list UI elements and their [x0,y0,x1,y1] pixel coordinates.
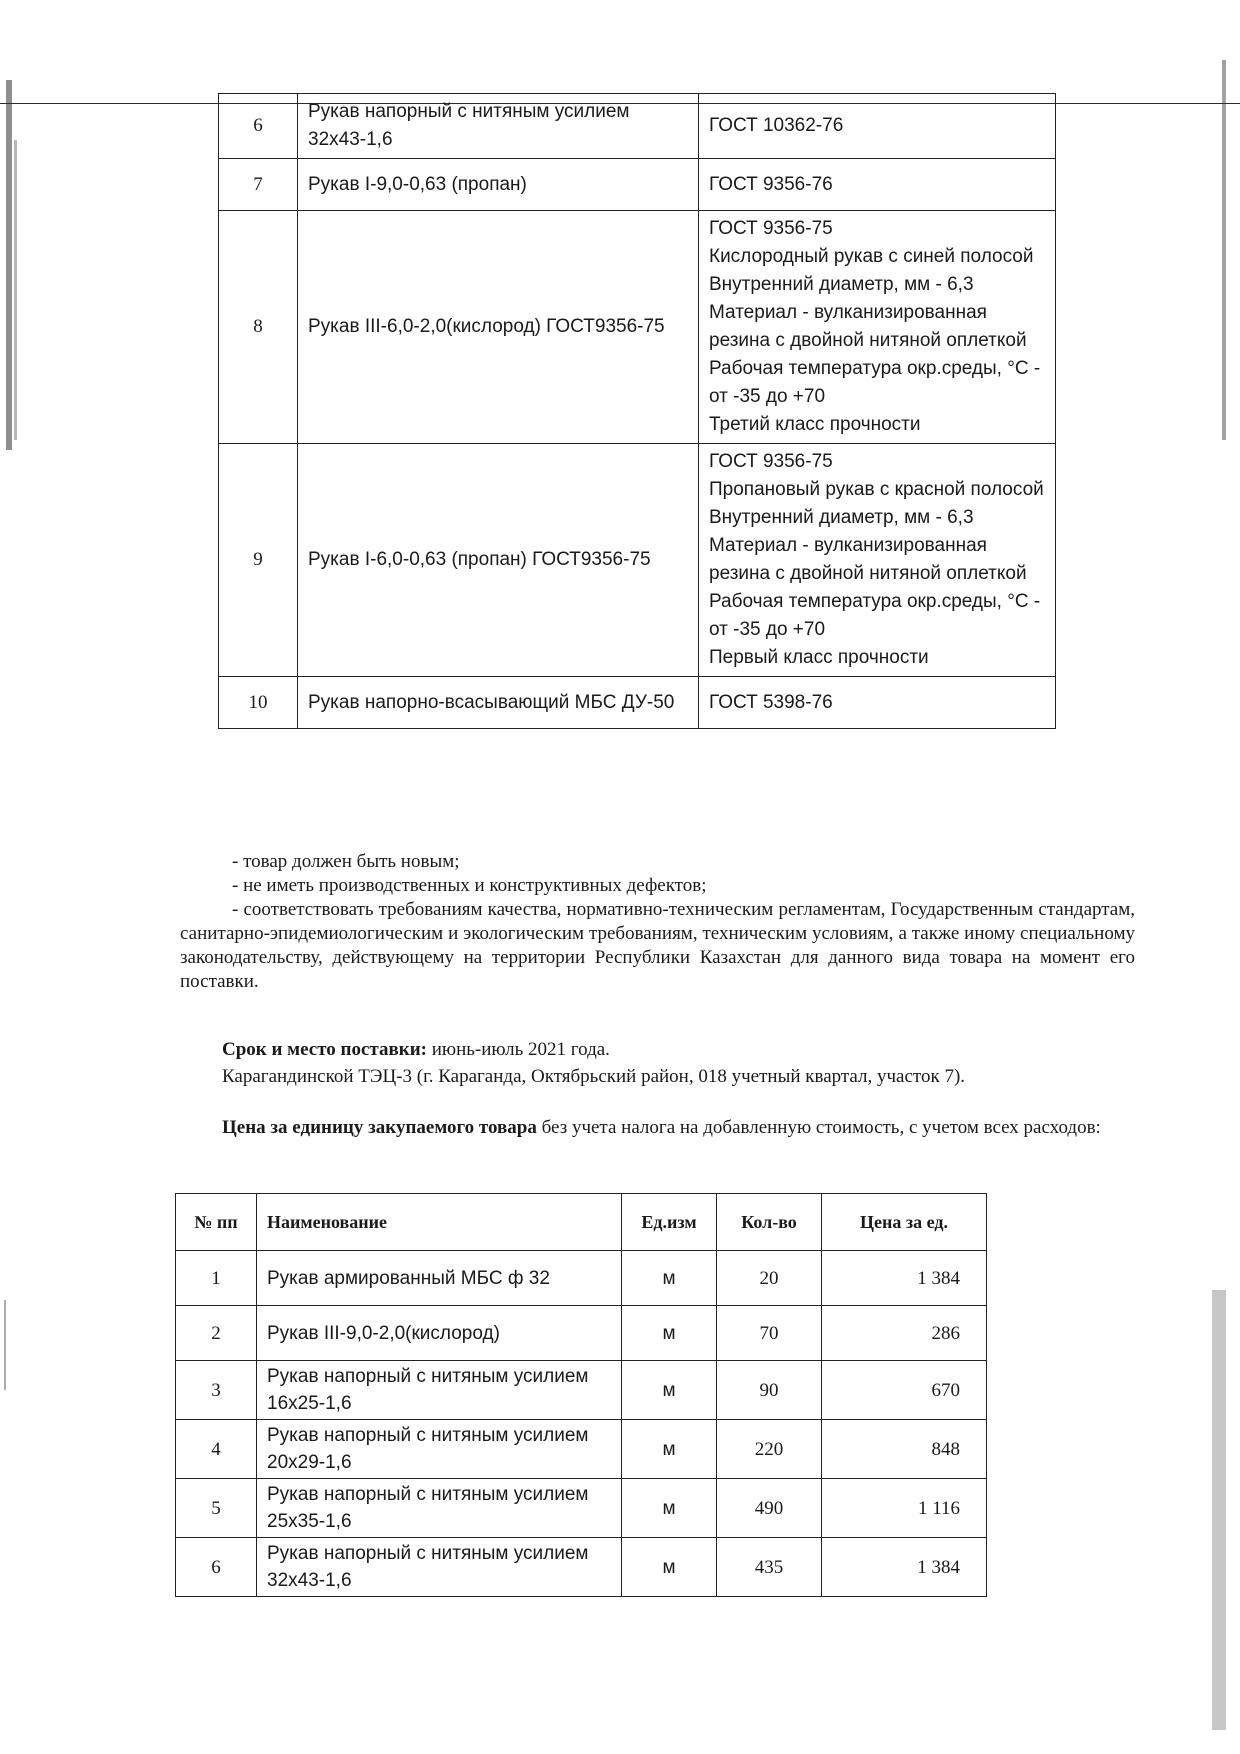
row-number: 7 [219,159,298,211]
row-number: 8 [219,211,298,444]
delivery-label: Срок и место поставки: [222,1039,427,1060]
item-name: Рукав III-6,0-2,0(кислород) ГОСТ9356-75 [298,211,699,444]
header-unit-price: Цена за ед. [822,1194,987,1251]
header-number: № пп [176,1194,257,1251]
delivery-period: июнь-июль 2021 года. [426,1039,610,1060]
item-standard: ГОСТ 9356-75 Кислородный рукав с синей полосой Внутренний диаметр, мм - 6,3 Материал - вулканизированная резина с двойной нитяной оплеткой Рабочая температура окр.среды, °С - от -35 до +70 Третий класс прочности [699,211,1056,444]
requirement-compliance: - соответствовать требованиям качества, нормативно-техническим регламентам, Государственным стандартам, санитарно-эпидемиологическим и экологическим требованиям, техническим условиям, а также иному специальному законодательству, действующему на территории Республики Казахстан для данного вида товара на момент его поставки. [180,899,1135,992]
item-unit: м [622,1538,717,1597]
item-name: Рукав I-9,0-0,63 (пропан) [298,159,699,211]
item-unit: м [622,1361,717,1420]
header-unit: Ед.изм [622,1194,717,1251]
table-row [219,677,1056,729]
table-row [219,211,1056,444]
item-quantity: 90 [717,1361,822,1420]
item-name: Рукав напорный с нитяным усилием 32х43-1,6 [257,1538,622,1597]
table-row [176,1251,987,1306]
item-name: Рукав напорно-всасывающий МБС ДУ-50 [298,677,699,729]
item-unit: м [622,1306,717,1361]
item-standard: ГОСТ 9356-76 [699,159,1056,211]
specification-table [218,93,1056,729]
product-requirements [180,850,1135,994]
requirement-new: - товар должен быть новым; [232,851,460,872]
price-table [175,1193,987,1597]
row-number: 1 [176,1251,257,1306]
item-standard: ГОСТ 10362-76 [699,94,1056,159]
table-row [176,1306,987,1361]
item-standard: ГОСТ 9356-75 Пропановый рукав с красной полосой Внутренний диаметр, мм - 6,3 Материал - вулканизированная резина с двойной нитяной оплеткой Рабочая температура окр.среды, °С - от -35 до +70 Первый класс прочности [699,444,1056,677]
item-name: Рукав III-9,0-2,0(кислород) [257,1306,622,1361]
price-table-header [176,1194,987,1251]
price-intro-text: без учета налога на добавленную стоимость, с учетом всех расходов: [536,1117,1101,1138]
row-number: 2 [176,1306,257,1361]
item-price: 670 [822,1361,987,1420]
item-price: 848 [822,1420,987,1479]
row-number: 10 [219,677,298,729]
item-price: 1 384 [822,1251,987,1306]
item-name: Рукав напорный с нитяным усилием 20х29-1,6 [257,1420,622,1479]
item-quantity: 70 [717,1306,822,1361]
row-number: 6 [219,94,298,159]
header-quantity: Кол-во [717,1194,822,1251]
table-row [176,1538,987,1597]
item-name: Рукав напорный с нитяным усилием 25х35-1,6 [257,1479,622,1538]
item-quantity: 20 [717,1251,822,1306]
item-quantity: 220 [717,1420,822,1479]
row-number: 5 [176,1479,257,1538]
delivery-terms [222,1035,1142,1065]
item-price: 286 [822,1306,987,1361]
price-intro [180,1117,1135,1139]
row-number: 4 [176,1420,257,1479]
table-row [219,159,1056,211]
item-unit: м [622,1479,717,1538]
item-name: Рукав напорный с нитяным усилием 16х25-1,6 [257,1361,622,1420]
item-name: Рукав напорный с нитяным усилием 32х43-1,6 [298,94,699,159]
price-intro-bold: Цена за единицу закупаемого товара [222,1117,537,1138]
table-row [176,1479,987,1538]
table-row [219,94,1056,159]
row-number: 6 [176,1538,257,1597]
table-row [219,444,1056,677]
delivery-address: Карагандинской ТЭЦ-3 (г. Караганда, Октябрьский район, 018 учетный квартал, участок 7). [222,1066,966,1087]
item-price: 1 384 [822,1538,987,1597]
row-number: 9 [219,444,298,677]
item-quantity: 490 [717,1479,822,1538]
table-row [176,1361,987,1420]
table-row [176,1420,987,1479]
item-price: 1 116 [822,1479,987,1538]
item-name: Рукав армированный МБС ф 32 [257,1251,622,1306]
row-number: 3 [176,1361,257,1420]
item-unit: м [622,1251,717,1306]
item-name: Рукав I-6,0-0,63 (пропан) ГОСТ9356-75 [298,444,699,677]
requirement-no-defects: - не иметь производственных и конструктивных дефектов; [232,875,707,896]
item-unit: м [622,1420,717,1479]
item-quantity: 435 [717,1538,822,1597]
item-standard: ГОСТ 5398-76 [699,677,1056,729]
header-name: Наименование [257,1194,622,1251]
